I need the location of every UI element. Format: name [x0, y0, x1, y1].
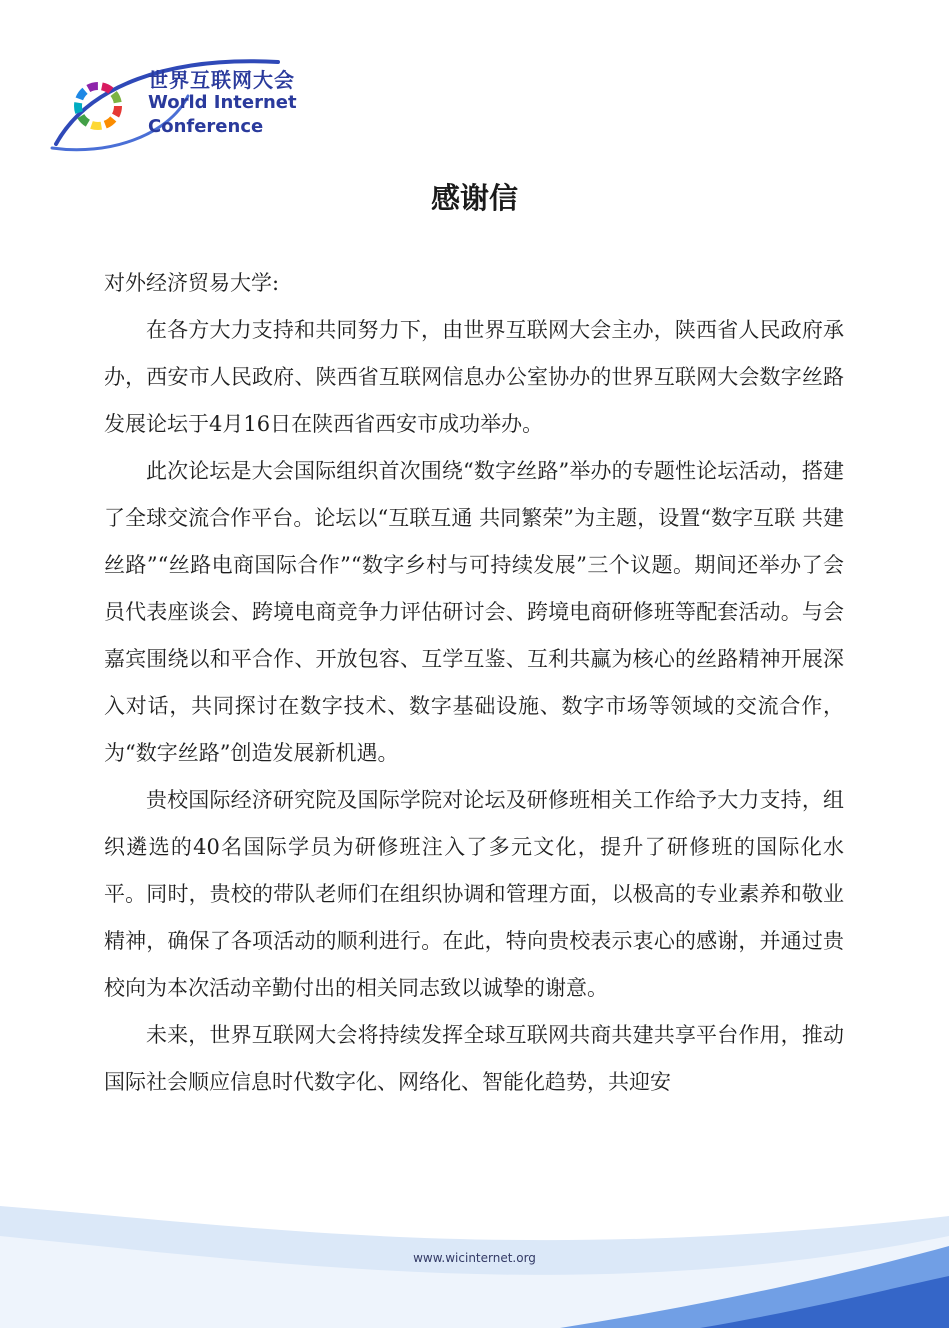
- letter-paragraph: 贵校国际经济研究院及国际学院对论坛及研修班相关工作给予大力支持，组织遴选的40名国际学员为研修班注入了多元文化，提升了研修班的国际化水平。同时，贵校的带队老师们在组织协调和管理方面，以极高的专业素养和敬业精神，确保了各项活动的顺利进行。在此，特向贵校表示衷心的感谢，并通过贵校向为本次活动辛勤付出的相关同志致以诚挚的谢意。: [104, 788, 844, 1000]
- logo-english-name-line2: Conference: [148, 116, 264, 137]
- footer-website-url: www.wicinternet.org: [413, 1251, 536, 1265]
- letter-title: 感谢信: [430, 181, 518, 215]
- letter-paragraph: 此次论坛是大会国际组织首次围绕“数字丝路”举办的专题性论坛活动，搭建了全球交流合作平台。论坛以“互联互通 共同繁荣”为主题，设置“数字互联 共建丝路”“丝路电商国际合作”“数字乡村与可持续发展”三个议题。期间还举办了会员代表座谈会、跨境电商竞争力评估研讨会、跨境电商研修班等配套活动。与会嘉宾围绕以和平合作、开放包容、互学互鉴、互利共赢为核心的丝路精神开展深入对话，共同探讨在数字技术、数字基础设施、数字市场等领域的交流合作，为“数字丝路”创造发展新机遇。: [104, 459, 844, 765]
- logo-chinese-name: 世界互联网大会: [148, 68, 295, 92]
- wic-logo: [48, 56, 308, 156]
- letter-paragraph: 在各方大力支持和共同努力下，由世界互联网大会主办，陕西省人民政府承办，西安市人民政府、陕西省互联网信息办公室协办的世界互联网大会数字丝路发展论坛于4月16日在陕西省西安市成功举办。: [104, 318, 844, 436]
- letter-paragraph: 未来，世界互联网大会将持续发挥全球互联网共商共建共享平台作用，推动国际社会顺应信息时代数字化、网络化、智能化趋势，共迎安: [104, 1023, 844, 1094]
- logo-ring-icon: [70, 78, 126, 134]
- letter-body: [104, 260, 844, 1106]
- logo-english-name-line1: World Internet: [148, 92, 297, 113]
- letter-salutation: 对外经济贸易大学:: [104, 271, 280, 295]
